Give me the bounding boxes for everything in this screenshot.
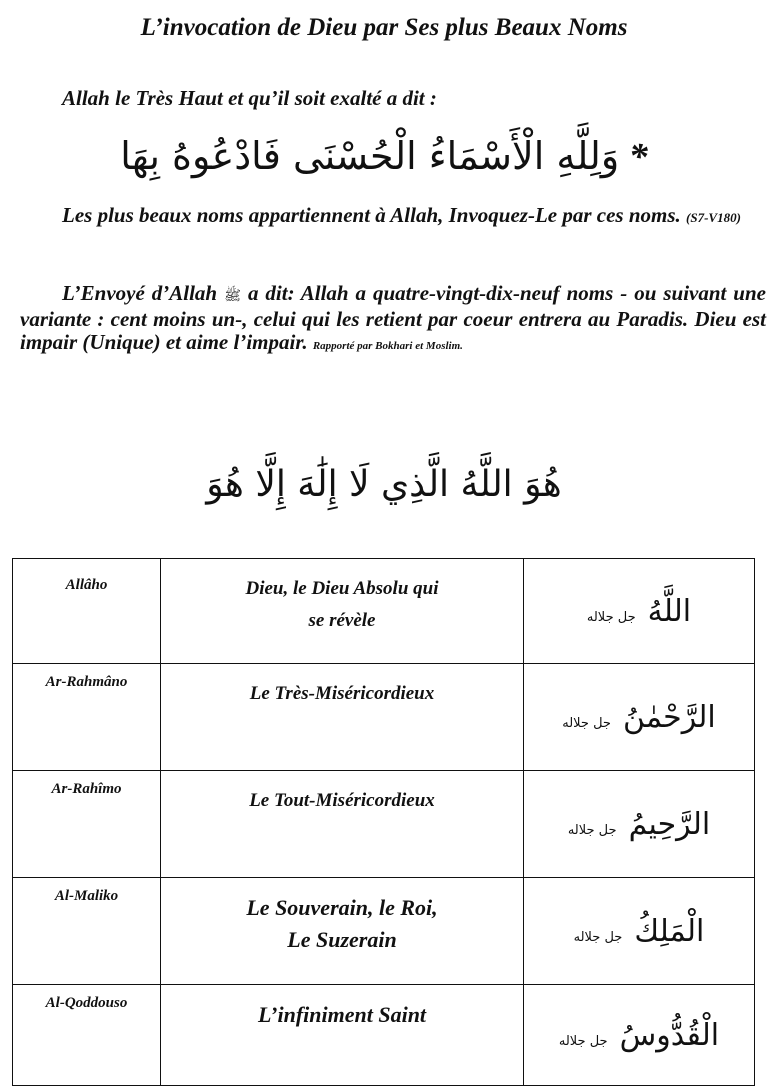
translit-cell: Ar-Rahîmo xyxy=(13,771,161,878)
meaning-line: Dieu, le Dieu Absolu qui xyxy=(245,578,439,599)
meaning-line: Le Souverain, le Roi, xyxy=(246,895,438,920)
arabic-name: الْمَلِكُ xyxy=(634,913,705,949)
meaning-cell xyxy=(161,664,524,771)
dhikr-arabic: هُوَ اللَّهُ الَّذِي لَا إِلَٰهَ إِلَّا هُوَ xyxy=(206,464,562,505)
glorify-text: جل جلاله xyxy=(567,822,617,838)
table-row xyxy=(13,878,755,985)
page-title: L’invocation de Dieu par Ses plus Beaux Noms xyxy=(140,14,628,41)
glorify-text: جل جلاله xyxy=(558,1033,608,1049)
quran-verse xyxy=(0,130,768,183)
translit-cell: Allâho xyxy=(13,559,161,664)
verse-star: * xyxy=(628,136,648,178)
arabic-name: اللَّهُ xyxy=(647,593,692,629)
translation-text: Les plus beaux noms appartiennent à Allah, Invoquez-Le par ces noms. xyxy=(62,203,681,227)
translit-cell: Ar-Rahmâno xyxy=(13,664,161,771)
meaning-line: Le Tout-Miséricordieux xyxy=(249,790,435,811)
translit-cell: Al-Maliko xyxy=(13,878,161,985)
meaning-cell xyxy=(161,771,524,878)
intro-line: Allah le Très Haut et qu’il soit exalté a dit : xyxy=(62,86,437,110)
verse-reference: (S7-V180) xyxy=(686,210,741,225)
arabic-name-cell xyxy=(524,771,755,878)
table-row xyxy=(13,771,755,878)
names-table xyxy=(12,558,755,1086)
arabic-name-cell xyxy=(524,985,755,1086)
hadith-paragraph xyxy=(20,282,766,358)
verse-translation xyxy=(20,204,766,229)
meaning-cell xyxy=(161,559,524,664)
translit-cell: Al-Qoddouso xyxy=(13,985,161,1086)
hadith-source: Rapporté par Bokhari et Moslim. xyxy=(312,340,463,352)
meaning-cell xyxy=(161,985,524,1086)
arabic-name-cell xyxy=(524,878,755,985)
salutation-glyph: ﷺ xyxy=(224,288,241,304)
table-row xyxy=(13,985,755,1086)
hadith-text-start: L’Envoyé d’Allah xyxy=(62,281,218,305)
glorify-text: جل جلاله xyxy=(586,609,636,625)
meaning-line: Le Suzerain xyxy=(287,927,397,952)
meaning-cell xyxy=(161,878,524,985)
arabic-name-cell xyxy=(524,559,755,664)
arabic-name: الرَّحْمٰنُ xyxy=(622,699,716,735)
arabic-name: الْقُدُّوسُ xyxy=(619,1017,720,1053)
arabic-name: الرَّحِيمُ xyxy=(628,806,711,842)
table-row xyxy=(13,559,755,664)
glorify-text: جل جلاله xyxy=(573,929,623,945)
verse-arabic: وَلِلَّهِ الْأَسْمَاءُ الْحُسْنَى فَادْعُوهُ بِهَا xyxy=(120,134,620,178)
hadith-text-end: a dit: Allah a quatre-vingt-dix-neuf noms - ou suivant une variante : cent moins un-, celui qui les retient par coeur entrera au Paradis. Dieu est impair (Unique) et aime l’impair. xyxy=(20,281,766,354)
meaning-line: L’infiniment Saint xyxy=(257,1002,427,1027)
arabic-name-cell xyxy=(524,664,755,771)
glorify-text: جل جلاله xyxy=(562,715,611,731)
meaning-line: se révèle xyxy=(308,610,376,631)
meaning-line: Le Très-Miséricordieux xyxy=(249,683,435,704)
table-row xyxy=(13,664,755,771)
